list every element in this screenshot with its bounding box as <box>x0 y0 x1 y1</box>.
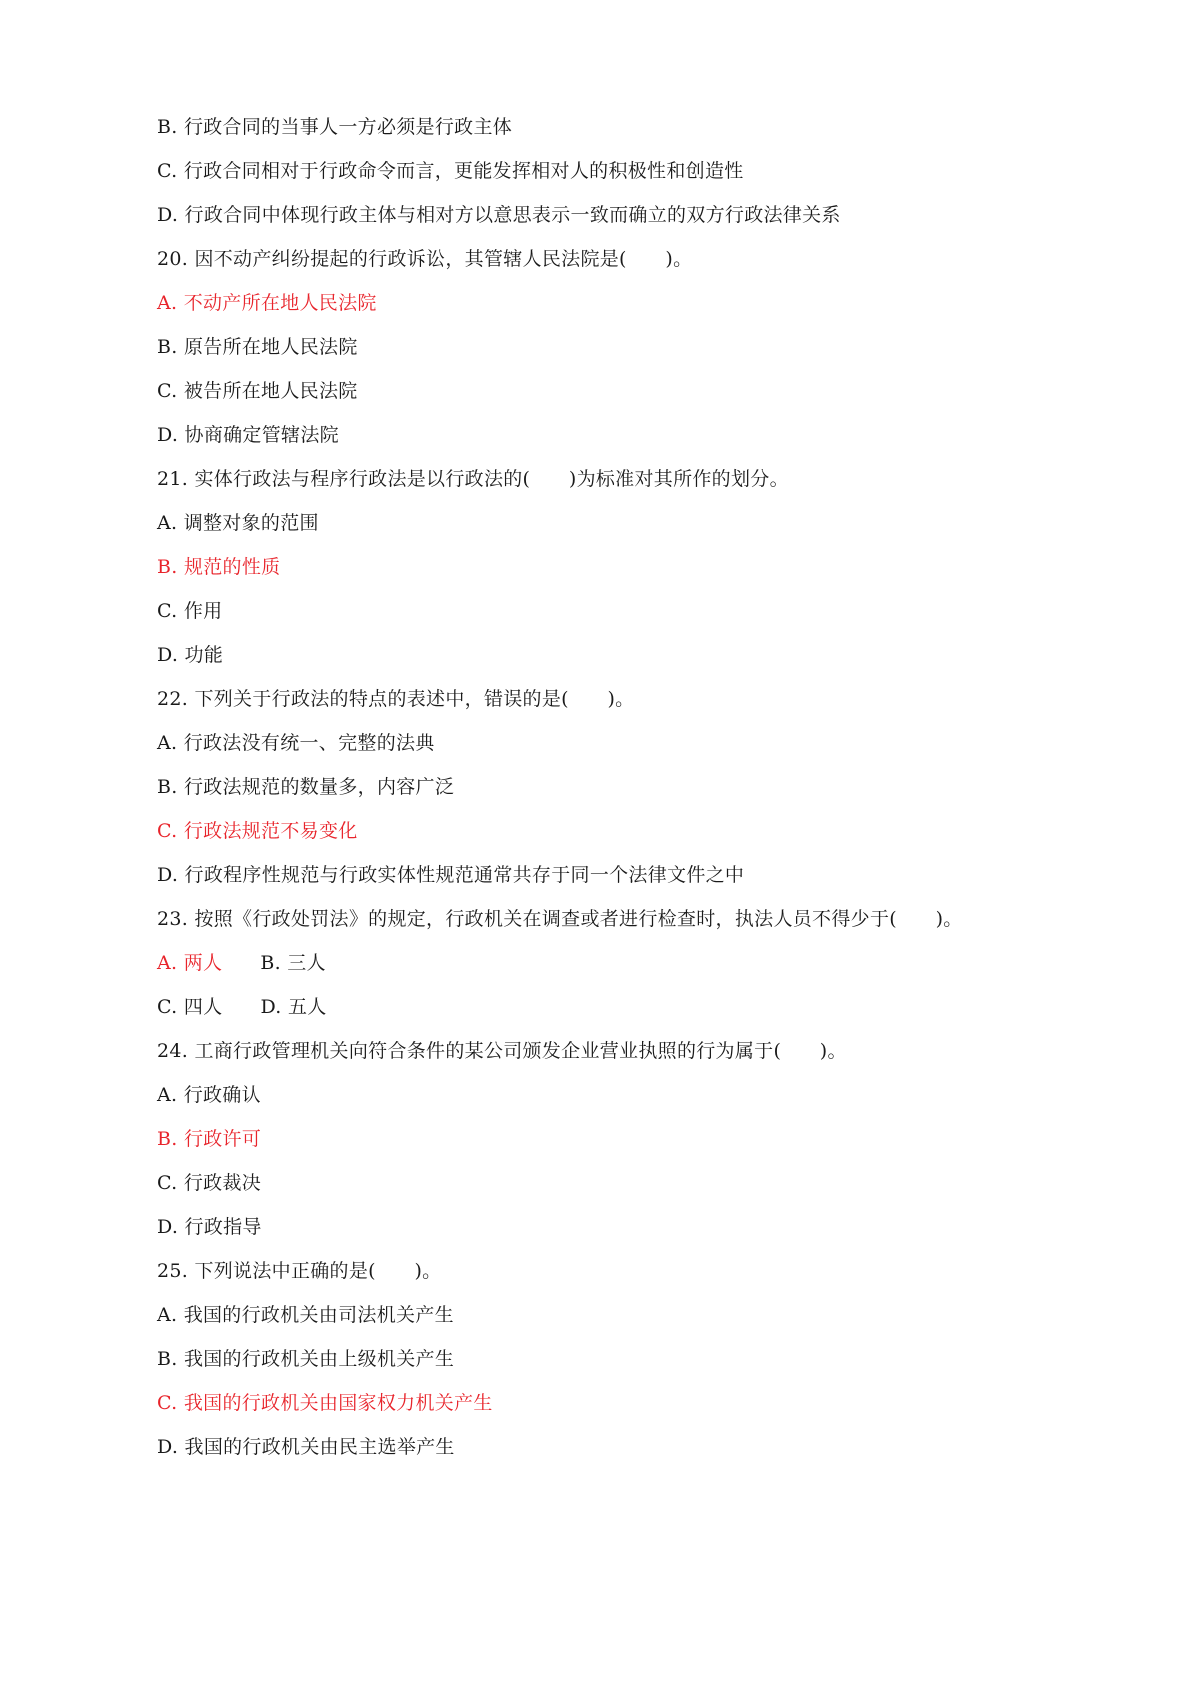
option-line: D. 协商确定管辖法院 <box>157 424 339 446</box>
option-line: D. 我国的行政机关由民主选举产生 <box>157 1436 455 1458</box>
option-line: B. 原告所在地人民法院 <box>157 336 358 358</box>
question-23: 23. 按照《行政处罚法》的规定，行政机关在调查或者进行检查时，执法人员不得少于( )。 <box>157 908 963 930</box>
answer-option-line: A. 不动产所在地人民法院 <box>157 292 377 314</box>
question-25: 25. 下列说法中正确的是( )。 <box>157 1260 442 1282</box>
answer-option-line: B. 规范的性质 <box>157 556 281 578</box>
option-line: B. 我国的行政机关由上级机关产生 <box>157 1348 455 1370</box>
option-line: A. 我国的行政机关由司法机关产生 <box>157 1304 454 1326</box>
question-20: 20. 因不动产纠纷提起的行政诉讼，其管辖人民法院是( )。 <box>157 248 693 270</box>
answer-option-line: C. 我国的行政机关由国家权力机关产生 <box>157 1392 493 1414</box>
option-line: A. 行政法没有统一、完整的法典 <box>157 732 435 754</box>
option-pair-line <box>157 993 327 1021</box>
answer-option-line: B. 行政许可 <box>157 1128 262 1150</box>
question-22: 22. 下列关于行政法的特点的表述中，错误的是( )。 <box>157 688 635 710</box>
option: C. 四人 <box>157 996 223 1018</box>
option-line: D. 功能 <box>157 644 224 666</box>
answer-option: A. 两人 <box>157 952 223 974</box>
option-line: D. 行政指导 <box>157 1216 262 1238</box>
option-line: C. 作用 <box>157 600 223 622</box>
option-line: A. 调整对象的范围 <box>157 512 319 534</box>
answer-option-line: C. 行政法规范不易变化 <box>157 820 358 842</box>
option-line: B. 行政法规范的数量多，内容广泛 <box>157 776 455 798</box>
option-line: C. 行政合同相对于行政命令而言，更能发挥相对人的积极性和创造性 <box>157 160 744 182</box>
option-line: D. 行政合同中体现行政主体与相对方以意思表示一致而确立的双方行政法律关系 <box>157 204 841 226</box>
question-21: 21. 实体行政法与程序行政法是以行政法的( )为标准对其所作的划分。 <box>157 468 789 490</box>
option-pair-line <box>157 949 326 977</box>
question-24: 24. 工商行政管理机关向符合条件的某公司颁发企业营业执照的行为属于( )。 <box>157 1040 847 1062</box>
option-line: A. 行政确认 <box>157 1084 261 1106</box>
option: B. 三人 <box>260 952 326 974</box>
option-line: B. 行政合同的当事人一方必须是行政主体 <box>157 116 513 138</box>
option-line: C. 被告所在地人民法院 <box>157 380 358 402</box>
option: D. 五人 <box>260 996 327 1018</box>
option-line: C. 行政裁决 <box>157 1172 262 1194</box>
option-line: D. 行政程序性规范与行政实体性规范通常共存于同一个法律文件之中 <box>157 864 745 886</box>
